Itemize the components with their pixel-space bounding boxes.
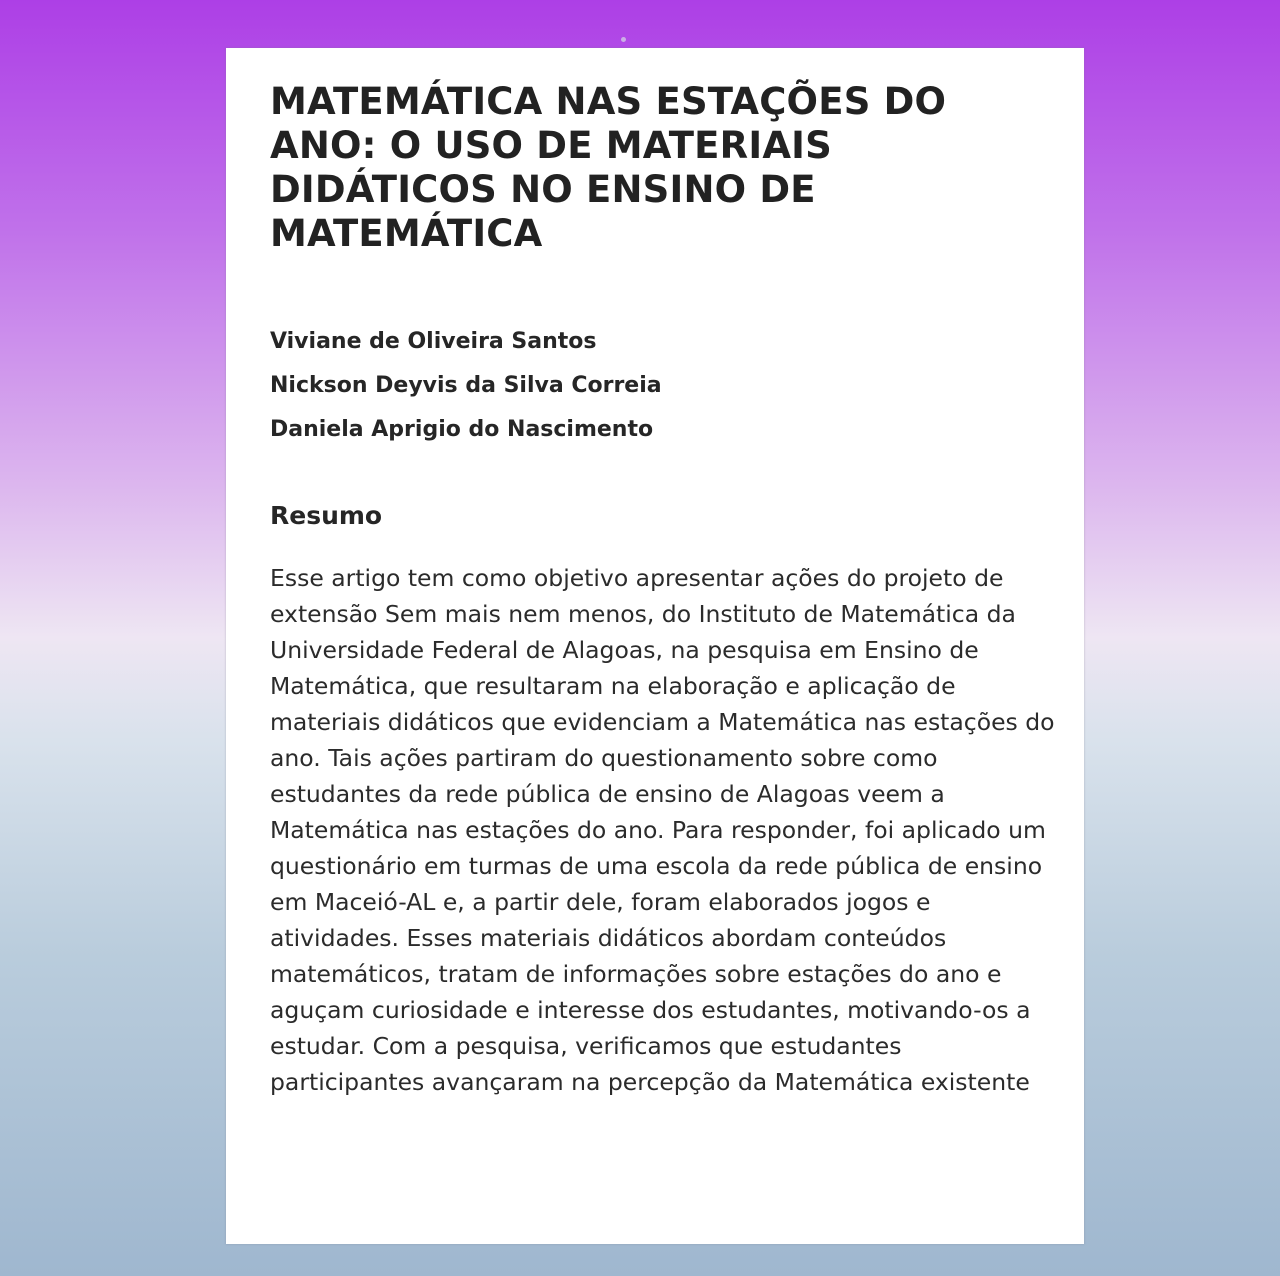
paper-title: MATEMÁTICA NAS ESTAÇÕES DO ANO: O USO DE MATERIAIS DIDÁTICOS NO ENSINO DE MATEMÁTICA (270, 80, 947, 255)
abstract-heading: Resumo (270, 501, 383, 530)
background-dot (621, 37, 626, 42)
author-list (270, 320, 1050, 452)
author-name: Daniela Aprigio do Nascimento (270, 417, 654, 442)
paper-page (226, 48, 1084, 1244)
abstract-text: Esse artigo tem como objetivo apresentar ações do projeto de extensão Sem mais nem menos, do Instituto de Matemática da Universidade Federal de Alagoas, na pesquisa em Ensino de Matemática, que resultaram na elaboração e aplicação de materiais didáticos que evidenciam a Matemática nas estações do ano. Tais ações partiram do questionamento sobre como estudantes da rede pública de ensino de Alagoas veem a Matemática nas estações do ano. Para responder, foi aplicado um questionário em turmas de uma escola da rede pública de ensino em Maceió-AL e, a partir dele, foram elaborados jogos e atividades. Esses materiais didáticos abordam conteúdos matemáticos, tratam de informações sobre estações do ano e aguçam curiosidade e interesse dos estudantes, motivando-os a estudar. Com a pesquisa, verificamos que estudantes participantes avançaram na percepção da Matemática existente (270, 564, 1055, 1096)
author-name: Nickson Deyvis da Silva Correia (270, 373, 662, 398)
author-name: Viviane de Oliveira Santos (270, 329, 597, 354)
paper-content (270, 80, 1055, 1100)
